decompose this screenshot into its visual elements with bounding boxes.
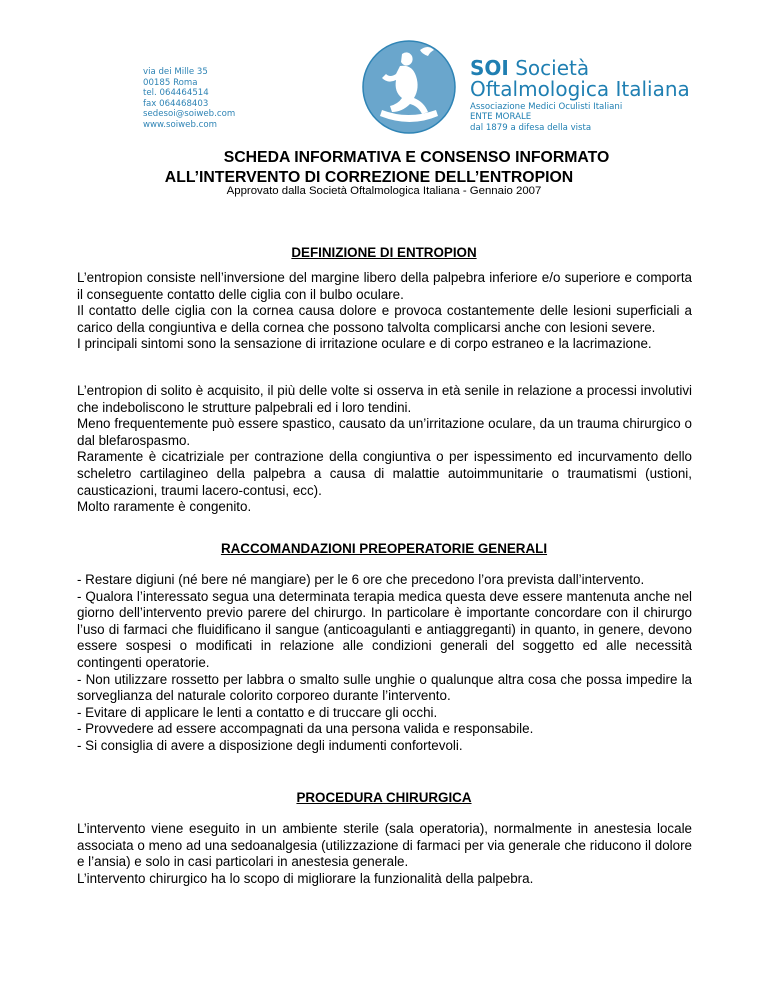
section-heading-procedura: PROCEDURA CHIRURGICA [296,790,472,805]
section-heading-definizione: DEFINIZIONE DI ENTROPION [291,245,477,260]
logo-sub-line: ENTE MORALE [470,112,532,123]
title-line-1: SCHEDA INFORMATIVA E CONSENSO INFORMATO [223,149,610,166]
paragraph-line: I principali sintomi sono la sensazione di irritazione oculare e di corpo estraneo e la lacrimazione. [77,336,652,352]
definizione-paragraph-1 [77,270,692,353]
procedura-paragraph [77,821,692,887]
fax-line: fax 064468403 [143,98,209,109]
address-block [143,67,235,131]
raccomandazioni-list [77,572,692,755]
logo-subtitle [470,102,690,133]
paragraph-line: L’intervento viene eseguito in un ambiente sterile (sala operatoria), normalmente in anestesia locale associata o meno ad una sedoanalgesia (utilizzazione di farmaci per via generale che riducono il dolore e l’ansia) e solo in casi particolari in anestesia generale. [77,821,692,870]
paragraph-line: L’entropion consiste nell’inversione del margine libero della palpebra inferiore e/o superiore e comporta il conseguente contatto delle ciglia con il bulbo oculare. [77,270,692,302]
logo-name: Oftalmologica Italiana [470,77,690,101]
logo-soi: SOI [470,56,509,80]
document-title [0,148,768,188]
definizione-paragraph-2 [77,383,692,516]
logo-societa: Società [515,56,590,80]
list-item: - Provvedere ad essere accompagnati da una persona valida e responsabile. [77,721,534,737]
paragraph-line: Il contatto delle ciglia con la cornea causa dolore e provoca costantemente delle lesioni superficiali a carico della congiuntiva e della cornea che possono talvolta complicarsi anche con lesioni severe. [77,303,692,335]
title-line-2: ALL’INTERVENTO DI CORREZIONE DELL’ENTROPION [164,169,574,186]
soi-logo-emblem-icon [362,40,456,134]
address-line: via dei Mille 35 [143,67,208,77]
website-line: www.soiweb.com [143,119,218,130]
email-line: sedesoi@soiweb.com [143,109,236,120]
list-item: - Evitare di applicare le lenti a contatto e di truccare gli occhi. [77,704,438,720]
paragraph-line: Raramente è cicatriziale per contrazione della congiuntiva o per ispessimento ed incurvamento dello scheletro cartilagineo della palpebra a causa di malattie autoimmunitarie o traumatismi (ustioni, causticazioni, traumi lacero-contusi, ecc). [77,449,692,498]
logo-text [470,58,690,133]
approval-note: Approvato dalla Società Oftalmologica Italiana - Gennaio 2007 [226,185,542,197]
phone-line: tel. 064464514 [143,88,209,99]
letterhead [0,40,768,140]
list-item: - Qualora l’interessato segua una determinata terapia medica questa deve essere mantenuta anche nel giorno dell’intervento previo parere del chirurgo. In particolare è importante concordare con il chirurgo l’uso di farmaci che fluidificano il sangue (anticoagulanti e antiaggreganti) in quanto, in genere, devono essere sospesi o modificati in relazione alle condizioni generali del soggetto ed alle necessità contingenti operatorie. [77,588,692,670]
list-item: - Non utilizzare rossetto per labbra o smalto sulle unghie o qualunque altra cosa che possa impedire la sorveglianza del naturale colorito corporeo durante l’intervento. [77,671,692,704]
paragraph-line: L’entropion di solito è acquisito, il più delle volte si osserva in età senile in relazione a processi involutivi che indeboliscono le strutture palpebrali ed i loro tendini. [77,383,692,415]
list-item: - Si consiglia di avere a disposizione degli indumenti confortevoli. [77,737,463,753]
logo-sub-line: Associazione Medici Oculisti Italiani [470,102,623,112]
section-heading-raccomandazioni: RACCOMANDAZIONI PREOPERATORIE GENERALI [220,541,548,556]
logo-sub-line: dal 1879 a difesa della vista [470,122,592,133]
paragraph-line: L’intervento chirurgico ha lo scopo di migliorare la funzionalità della palpebra. [77,870,534,886]
list-item: - Restare digiuni (né bere né mangiare) per le 6 ore che precedono l’ora prevista dall’intervento. [77,572,645,587]
paragraph-line: Meno frequentemente può essere spastico, causato da un’irritazione oculare, da un trauma chirurgico o dal blefarospasmo. [77,416,692,448]
paragraph-line: Molto raramente è congenito. [77,499,252,515]
address-line: 00185 Roma [143,77,198,88]
